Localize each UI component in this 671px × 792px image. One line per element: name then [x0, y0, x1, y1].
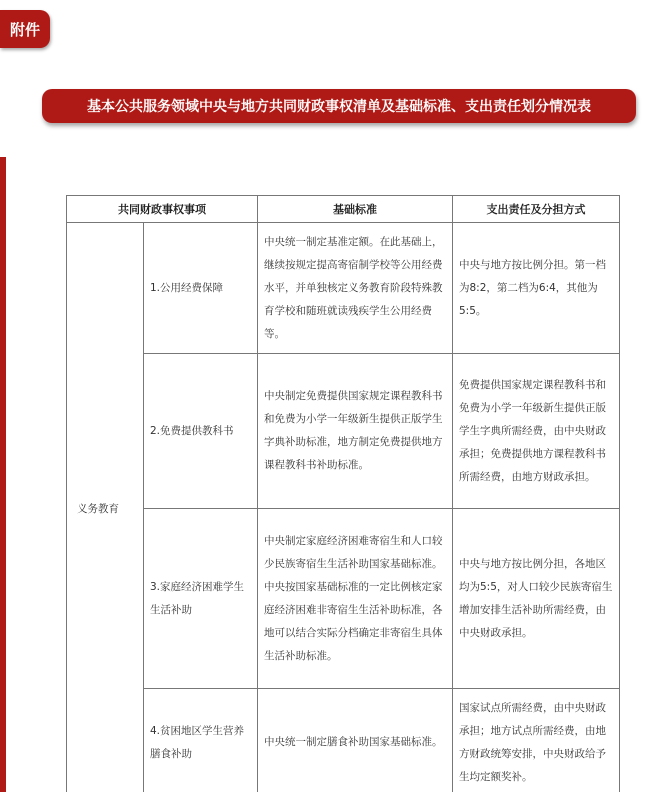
responsibility-table	[66, 195, 620, 792]
item-cell: 1.公用经费保障	[144, 223, 258, 354]
table-row	[67, 509, 620, 689]
attachment-tag: 附件	[0, 10, 50, 48]
responsibility-cell: 中央与地方按比例分担，各地区均为5:5，对人口较少民族寄宿生增加安排生活补助所需经费，由中央财政承担。	[453, 509, 620, 689]
page-title: 基本公共服务领域中央与地方共同财政事权清单及基础标准、支出责任划分情况表	[42, 89, 636, 123]
item-cell: 4.贫困地区学生营养膳食补助	[144, 689, 258, 792]
header-responsibility: 支出责任及分担方式	[453, 196, 620, 223]
responsibility-cell: 中央与地方按比例分担。第一档为8:2，第二档为6:4，其他为5:5。	[453, 223, 620, 354]
item-cell: 3.家庭经济困难学生生活补助	[144, 509, 258, 689]
standard-cell: 中央制定免费提供国家规定课程教科书和免费为小学一年级新生提供正版学生字典补助标准，地方制定免费提供地方课程教科书补助标准。	[258, 354, 453, 509]
left-accent-bar	[0, 157, 6, 792]
item-cell: 2.免费提供教科书	[144, 354, 258, 509]
standard-cell: 中央统一制定基准定额。在此基础上，继续按规定提高寄宿制学校等公用经费水平，并单独核定义务教育阶段特殊教育学校和随班就读残疾学生公用经费等。	[258, 223, 453, 354]
header-standard: 基础标准	[258, 196, 453, 223]
standard-cell: 中央统一制定膳食补助国家基础标准。	[258, 689, 453, 792]
standard-cell: 中央制定家庭经济困难寄宿生和人口较少民族寄宿生生活补助国家基础标准。中央按国家基础标准的一定比例核定家庭经济困难非寄宿生生活补助标准，各地可以结合实际分档确定非寄宿生具体生活补助标准。	[258, 509, 453, 689]
header-item: 共同财政事权事项	[67, 196, 258, 223]
responsibility-cell: 免费提供国家规定课程教科书和免费为小学一年级新生提供正版学生字典所需经费，由中央财政承担；免费提供地方课程教科书所需经费，由地方财政承担。	[453, 354, 620, 509]
table-row	[67, 354, 620, 509]
table-row	[67, 689, 620, 792]
table-header-row	[67, 196, 620, 223]
responsibility-cell: 国家试点所需经费，由中央财政承担；地方试点所需经费，由地方财政统筹安排，中央财政给予生均定额奖补。	[453, 689, 620, 792]
category-cell: 义务教育	[67, 223, 144, 792]
table-row	[67, 223, 620, 354]
